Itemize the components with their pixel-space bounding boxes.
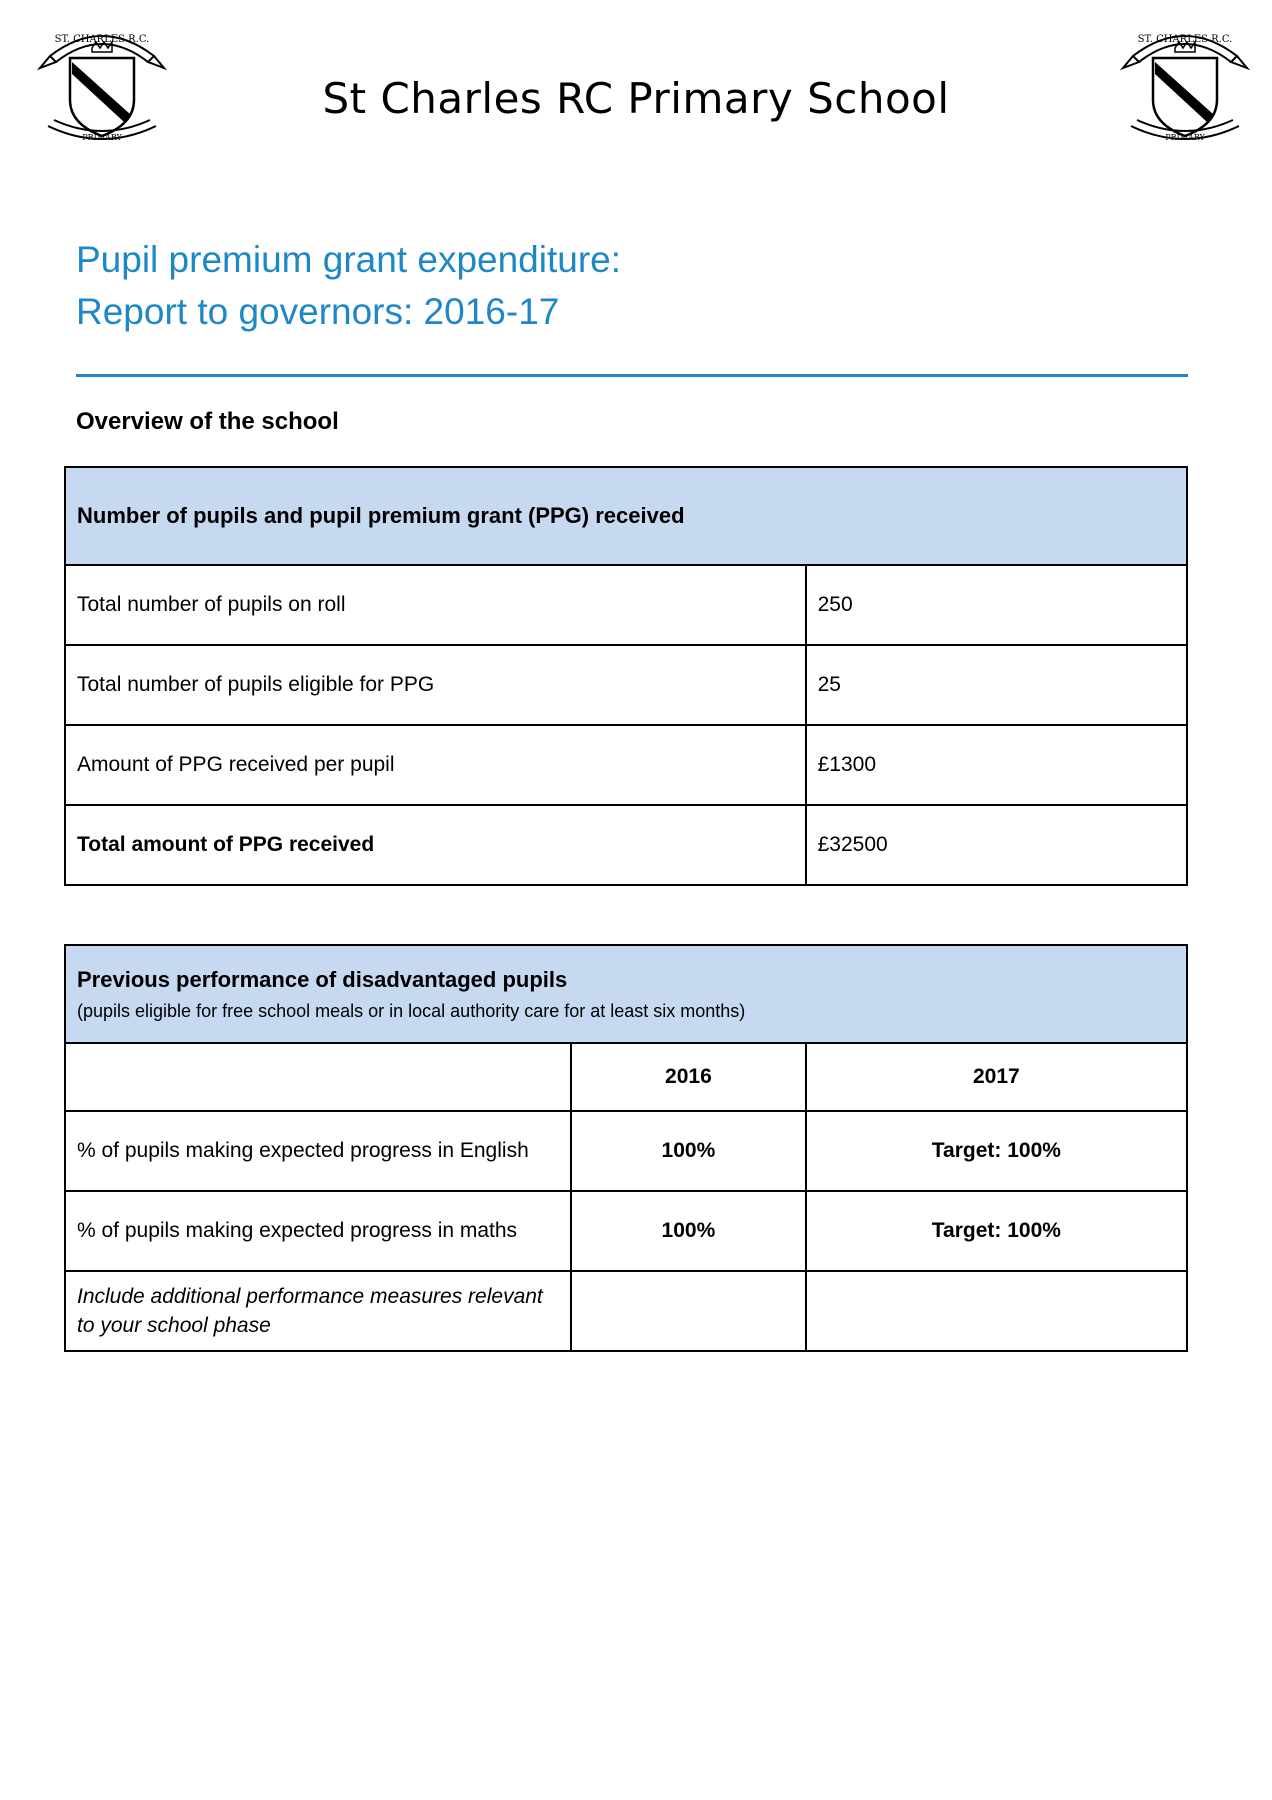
table-row — [65, 805, 1187, 885]
svg-text:ST. CHARLES R.C.: ST. CHARLES R.C. — [54, 34, 150, 45]
column-header: 2016 — [571, 1043, 806, 1111]
table-row — [65, 725, 1187, 805]
performance-table — [64, 944, 1188, 1352]
row-label: % of pupils making expected progress in English — [65, 1111, 571, 1191]
column-header — [65, 1043, 571, 1111]
row-value: 25 — [806, 645, 1187, 725]
table-heading — [65, 945, 1187, 1043]
svg-text:PRIMARY: PRIMARY — [1165, 133, 1205, 142]
row-value-2016: 100% — [571, 1191, 806, 1271]
school-name: St Charles RC Primary School — [322, 74, 950, 123]
row-value: £1300 — [806, 725, 1187, 805]
page-title — [76, 234, 621, 338]
row-value-2016 — [571, 1271, 806, 1351]
table-row — [65, 1111, 1187, 1191]
svg-text:PRIMARY: PRIMARY — [82, 133, 122, 142]
table-row — [65, 565, 1187, 645]
row-label: Total amount of PPG received — [65, 805, 806, 885]
table-heading-text: Previous performance of disadvantaged pupils — [77, 966, 568, 992]
row-value-2017: Target: 100% — [806, 1191, 1187, 1271]
section-heading: Overview of the school — [76, 408, 339, 435]
table-row — [65, 645, 1187, 725]
table-header-row — [65, 1043, 1187, 1111]
column-header: 2017 — [806, 1043, 1187, 1111]
row-label: Amount of PPG received per pupil — [65, 725, 806, 805]
title-line-1: Pupil premium grant expenditure: — [76, 239, 622, 280]
row-value-2017: Target: 100% — [806, 1111, 1187, 1191]
table-row — [65, 1271, 1187, 1351]
title-divider — [76, 374, 1188, 377]
row-value: £32500 — [806, 805, 1187, 885]
row-label: % of pupils making expected progress in maths — [65, 1191, 571, 1271]
row-value: 250 — [806, 565, 1187, 645]
table-row — [65, 1191, 1187, 1271]
svg-text:ST. CHARLES R.C.: ST. CHARLES R.C. — [1137, 34, 1233, 45]
table-subheading: (pupils eligible for free school meals or in local authority care for at least six months) — [77, 1000, 746, 1021]
row-label: Total number of pupils on roll — [65, 565, 806, 645]
row-value-2016: 100% — [571, 1111, 806, 1191]
pupils-ppg-table — [64, 466, 1188, 886]
row-value-2017 — [806, 1271, 1187, 1351]
title-line-2: Report to governors: 2016-17 — [76, 291, 560, 332]
table-heading: Number of pupils and pupil premium grant (PPG) received — [65, 467, 1187, 565]
row-label: Include additional performance measures relevant to your school phase — [65, 1271, 571, 1351]
row-label: Total number of pupils eligible for PPG — [65, 645, 806, 725]
